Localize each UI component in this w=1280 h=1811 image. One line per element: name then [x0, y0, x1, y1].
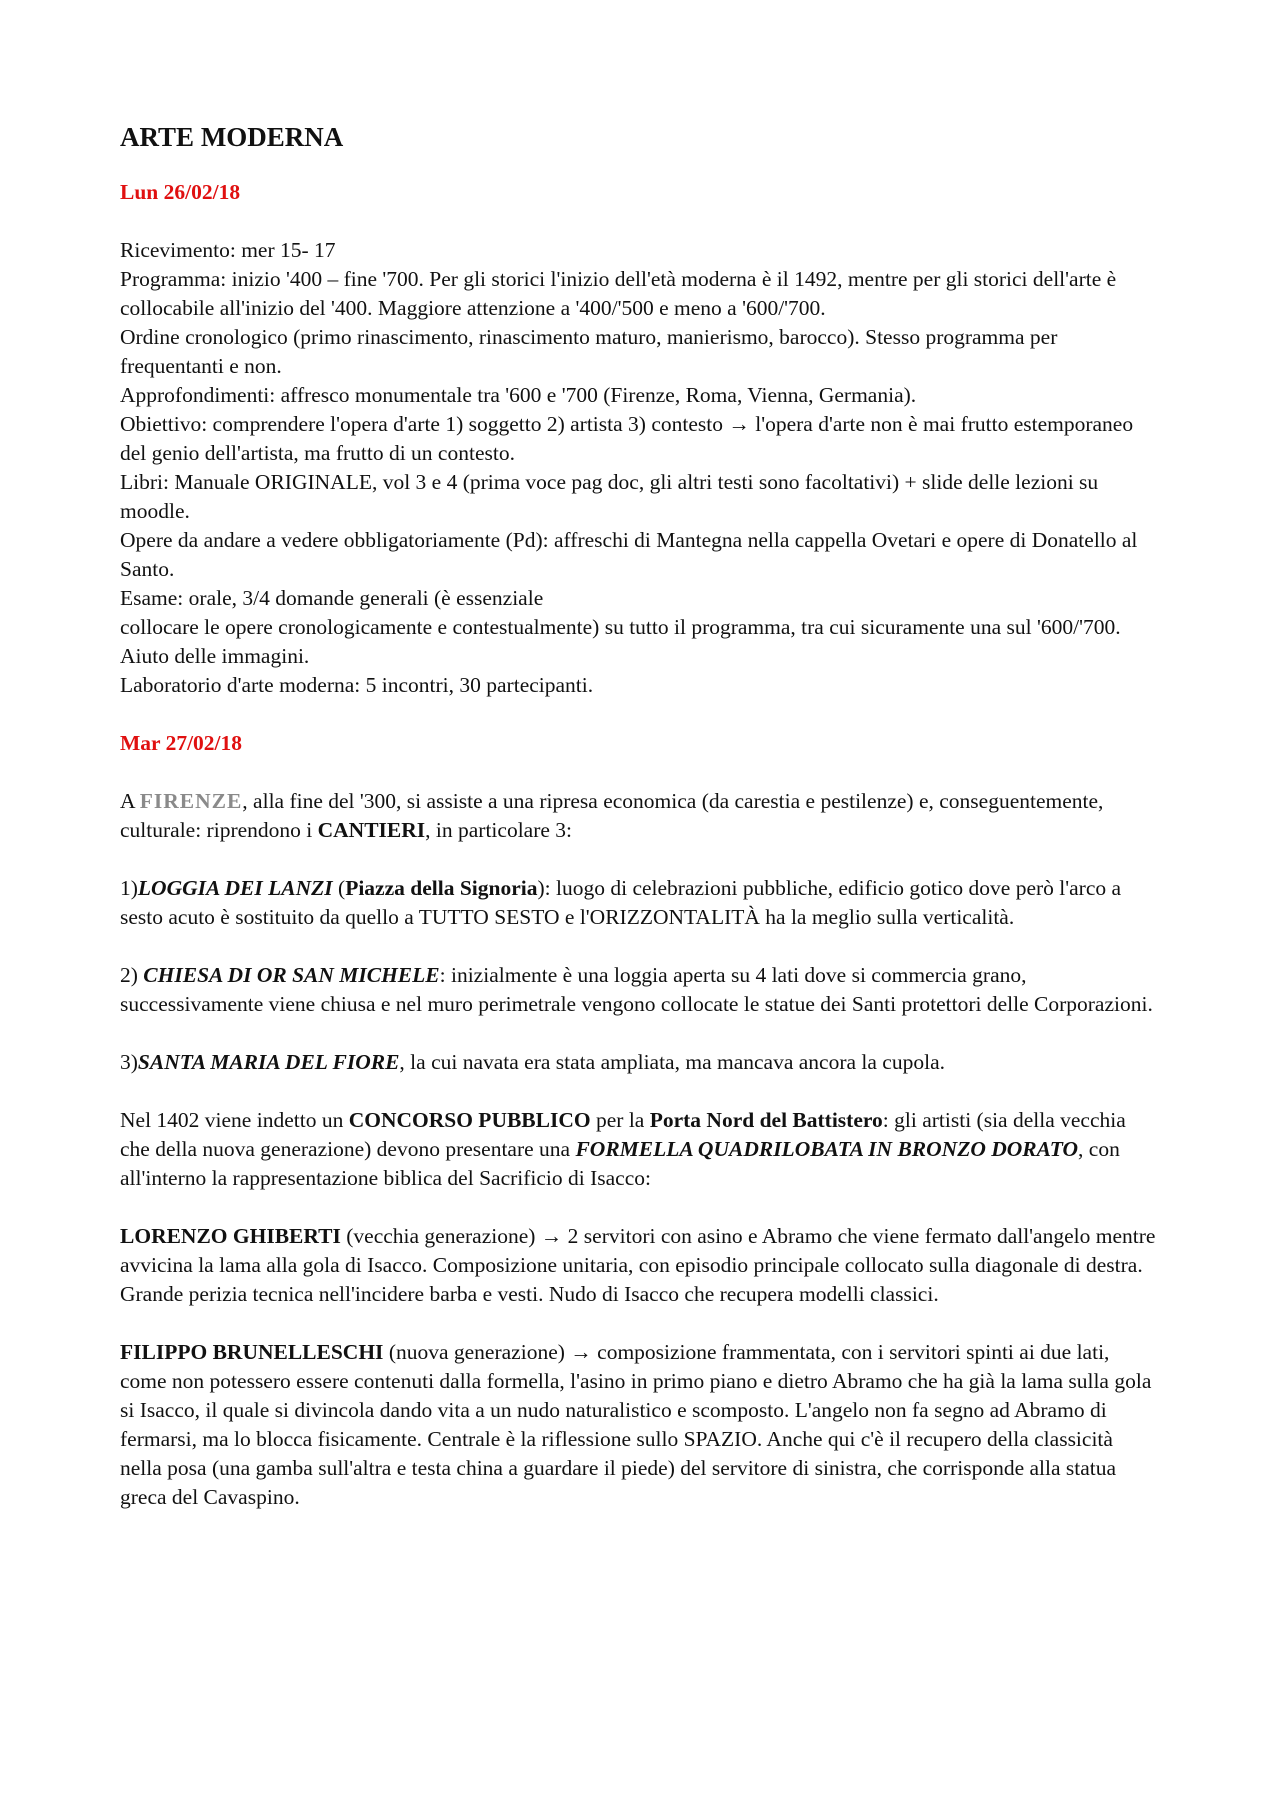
brunelleschi-paragraph: FILIPPO BRUNELLESCHI (nuova generazione) → composizione frammentata, con i servitori spinti ai due lati, come non potessero essere contenuti dalla formella, l'asino in primo piano e dietro Abramo che ha già la lama sulla gola si Isacco, il quale si divincola dando vita a un nudo naturalistico e scomposto. L'angelo non fa segno ad Abramo di fermarsi, ma lo blocca fisicamente. Centrale è la riflessione sullo SPAZIO. Anche qui c'è il recupero della classicità nella posa (una gamba sull'altra e testa china a guardare il piede) del servitore di sinistra, che corrisponde alla statua greca del Cavaspino. — [120, 1340, 1152, 1509]
note-line: Programma: inizio '400 – fine '700. Per gli storici l'inizio dell'età moderna è il 1492, mentre per gli storici dell'arte è collocabile all'inizio del '400. Maggiore attenzione a '400/'500 e meno a '600/'700. — [120, 267, 1117, 320]
cantieri-term: CANTIERI — [317, 818, 426, 842]
formella-term: FORMELLA QUADRILOBATA IN BRONZO DORATO — [575, 1137, 1079, 1161]
loggia-title: LOGGIA DEI LANZI — [137, 876, 333, 900]
note-line: Libri: Manuale ORIGINALE, vol 3 e 4 (prima voce pag doc, gli altri testi sono facoltativi) + slide delle lezioni su moodle. — [120, 470, 1099, 523]
orsanmichele-title: CHIESA DI OR SAN MICHELE — [143, 963, 440, 987]
concorso-paragraph: Nel 1402 viene indetto un CONCORSO PUBBLICO per la Porta Nord del Battistero: gli artisti (sia della vecchia che della nuova generazione) devono presentare una FORMELLA QUADRILOBATA IN BRONZO DORATO, con all'interno la rappresentazione biblica del Sacrificio di Isacco: — [120, 1108, 1126, 1190]
lesson-1-notes — [120, 236, 1160, 700]
santamaria-title: SANTA MARIA DEL FIORE — [137, 1050, 400, 1074]
note-line: Laboratorio d'arte moderna: 5 incontri, 30 partecipanti. — [120, 673, 594, 697]
lesson-date-1: Lun 26/02/18 — [120, 180, 241, 204]
note-line: Ordine cronologico (primo rinascimento, rinascimento maturo, manierismo, barocco). Stesso programma per frequentanti e non. — [120, 325, 1058, 378]
document-page — [120, 120, 1160, 1512]
piazza-term: Piazza della Signoria — [345, 876, 538, 900]
intro-paragraph: A FIRENZE, alla fine del '300, si assiste a una ripresa economica (da carestia e pestilenze) e, conseguentemente, culturale: riprendono i CANTIERI, in particolare 3: — [120, 789, 1104, 842]
note-line: collocare le opere cronologicamente e contestualmente) su tutto il programma, tra cui sicuramente una sul '600/'700. Aiuto delle immagini. — [120, 615, 1121, 668]
porta-term: Porta Nord del Battistero — [649, 1108, 883, 1132]
document-title: ARTE MODERNA — [120, 122, 344, 152]
ghiberti-paragraph: LORENZO GHIBERTI (vecchia generazione) → 2 servitori con asino e Abramo che viene fermato dall'angelo mentre avvicina la lama alla gola di Isacco. Composizione unitaria, con episodio principale collocato sulla diagonale di destra. Grande perizia tecnica nell'incidere barba e vesti. Nudo di Isacco che recupera modelli classici. — [120, 1224, 1156, 1306]
brunelleschi-name: FILIPPO BRUNELLESCHI — [120, 1340, 384, 1364]
item-orsanmichele: 2) CHIESA DI OR SAN MICHELE: inizialmente è una loggia aperta su 4 lati dove si commercia grano, successivamente viene chiusa e nel muro perimetrale vengono collocate le statue dei Santi protettori delle Corporazioni. — [120, 963, 1153, 1016]
note-line: Esame: orale, 3/4 domande generali (è essenziale — [120, 586, 544, 610]
item-santamaria: 3)SANTA MARIA DEL FIORE, la cui navata era stata ampliata, ma mancava ancora la cupola. — [120, 1050, 945, 1074]
note-line: Approfondimenti: affresco monumentale tra '600 e '700 (Firenze, Roma, Vienna, Germania). — [120, 383, 917, 407]
concorso-term: CONCORSO PUBBLICO — [348, 1108, 591, 1132]
firenze-highlight: FIRENZE — [139, 789, 243, 813]
note-line: Ricevimento: mer 15- 17 — [120, 238, 336, 262]
note-line: Opere da andare a vedere obbligatoriamente (Pd): affreschi di Mantegna nella cappella Ovetari e opere di Donatello al Santo. — [120, 528, 1138, 581]
lesson-date-2: Mar 27/02/18 — [120, 731, 243, 755]
ghiberti-name: LORENZO GHIBERTI — [120, 1224, 341, 1248]
item-loggia: 1)LOGGIA DEI LANZI (Piazza della Signoria): luogo di celebrazioni pubbliche, edificio gotico dove però l'arco a sesto acuto è sostituito da quello a TUTTO SESTO e l'ORIZZONTALITÀ ha la meglio sulla verticalità. — [120, 876, 1122, 929]
note-line: Obiettivo: comprendere l'opera d'arte 1) soggetto 2) artista 3) contesto → l'opera d'arte non è mai frutto estemporaneo del genio dell'artista, ma frutto di un contesto. — [120, 412, 1134, 465]
